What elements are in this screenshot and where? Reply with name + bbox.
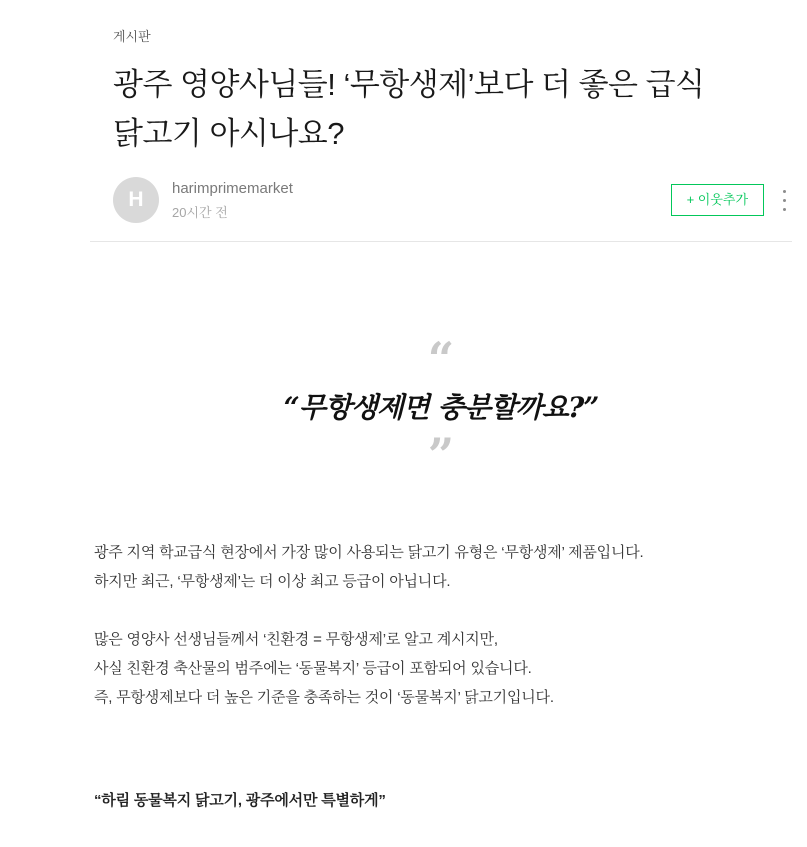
close-quote-icon: ”	[427, 428, 455, 482]
board-category-link[interactable]: 게시판	[113, 29, 151, 44]
header-divider	[90, 241, 792, 242]
closing-statement: “하림 동물복지 닭고기, 광주에서만 특별하게”	[94, 792, 386, 809]
author-avatar[interactable]: H	[113, 177, 159, 223]
dot	[783, 199, 786, 202]
open-quote-icon: “	[427, 332, 455, 386]
pull-quote-text: “무항생제면 충분할까요?”	[283, 391, 599, 424]
post-header	[90, 0, 792, 223]
author-name-link[interactable]: harimprimemarket	[172, 179, 293, 197]
add-neighbor-button[interactable]: + 이웃추가	[671, 184, 764, 216]
dot	[783, 190, 786, 193]
body-paragraph-2	[90, 625, 792, 712]
body-paragraph-1	[90, 538, 792, 596]
body-line: 하지만 최근, ‘무항생제’는 더 이상 최고 등급이 아닙니다.	[94, 573, 451, 590]
dot	[783, 208, 786, 211]
body-line: 즉, 무항생제보다 더 높은 기준을 충족하는 것이 ‘동물복지’ 닭고기입니다.	[94, 689, 554, 706]
pull-quote-block	[90, 332, 792, 482]
body-line: 광주 지역 학교급식 현장에서 가장 많이 사용되는 닭고기 유형은 ‘무항생제’ 제품입니다.	[94, 544, 644, 561]
body-line: 사실 친환경 축산물의 범주에는 ‘동물복지’ 등급이 포함되어 있습니다.	[94, 660, 532, 677]
author-meta	[172, 180, 293, 221]
post-timestamp: 20시간 전	[172, 204, 228, 220]
post-title: 광주 영양사님들! ‘무항생제’보다 더 좋은 급식 닭고기 아시나요?	[113, 67, 705, 151]
author-row	[113, 177, 792, 223]
post-container	[90, 0, 792, 815]
header-actions	[671, 184, 792, 216]
more-options-icon[interactable]	[777, 186, 792, 215]
body-line: 많은 영양사 선생님들께서 ‘친환경 = 무항생제’로 알고 계시지만,	[94, 631, 498, 648]
